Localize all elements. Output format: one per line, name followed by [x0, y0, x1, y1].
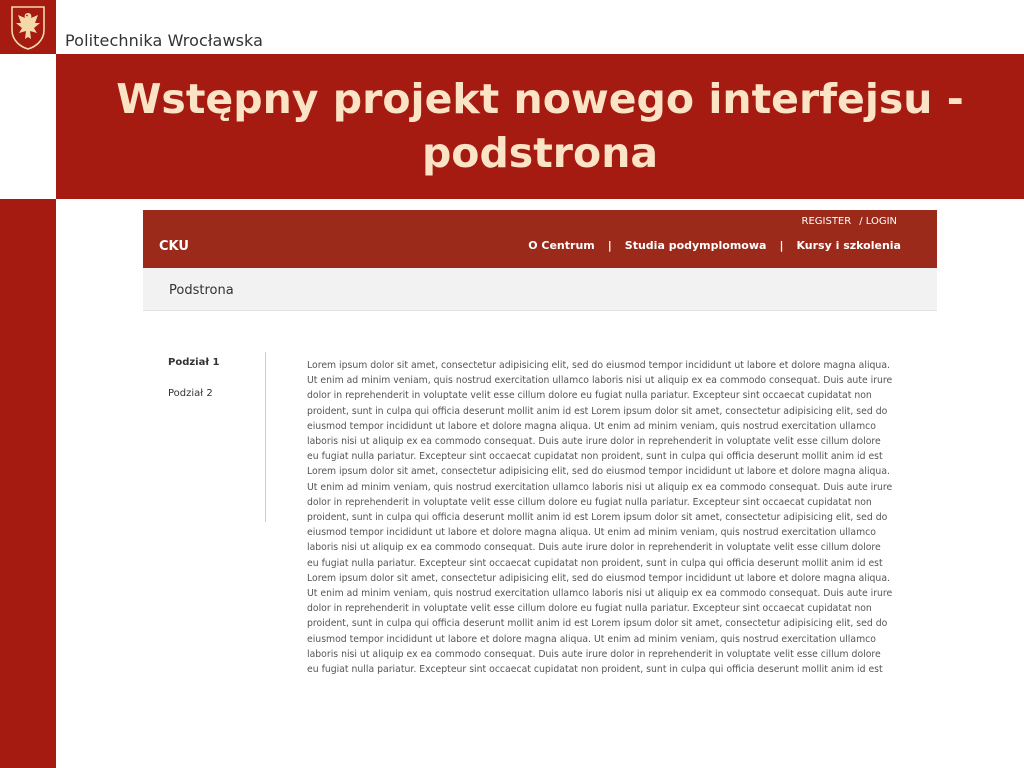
page-title: Podstrona: [169, 283, 234, 298]
register-link[interactable]: REGISTER: [801, 216, 852, 227]
university-logo: [0, 0, 56, 54]
nav-separator: |: [607, 239, 612, 252]
content-body-text: Lorem ipsum dolor sit amet, consectetur adipisicing elit, sed do eiusmod tempor incididunt ut labore et dolore magna aliqua. Ut enim ad minim veniam, quis nostrud exercitation ullamco laboris nisi ut aliquip ex ea commodo consequat. Duis aute irure dolor in reprehenderit in voluptate velit esse cillum dolore eu fugiat nulla pariatur. Excepteur sint occaecat cupidatat non proident, sunt in culpa qui officia deserunt mollit anim id est Lorem ipsum dolor sit amet, consectetur adipisicing elit, sed do eiusmod tempor incididunt ut labore et dolore magna aliqua. Ut enim ad minim veniam, quis nostrud exercitation ullamco laboris nisi ut aliquip ex ea commodo consequat. Duis aute irure dolor in reprehenderit in voluptate velit esse cillum dolore eu fugiat nulla pariatur. Excepteur sint occaecat cupidatat non proident, sunt in culpa qui officia deserunt mollit anim id est Lorem ipsum dolor sit amet, consectetur adipisicing elit, sed do eiusmod tempor incididunt ut labore et dolore magna aliqua. Ut enim ad minim veniam, quis nostrud exercitation ullamco laboris nisi ut aliquip ex ea commodo consequat. Duis aute irure dolor in reprehenderit in voluptate velit esse cillum dolore eu fugiat nulla pariatur. Excepteur sint occaecat cupidatat non proident, sunt in culpa qui officia deserunt mollit anim id est Lorem ipsum dolor sit amet, consectetur adipisicing elit, sed do eiusmod tempor incididunt ut labore et dolore magna aliqua. Ut enim ad minim veniam, quis nostrud exercitation ullamco laboris nisi ut aliquip ex ea commodo consequat. Duis aute irure dolor in reprehenderit in voluptate velit esse cillum dolore eu fugiat nulla pariatur. Excepteur sint occaecat cupidatat non proident, sunt in culpa qui officia deserunt mollit anim id est Lorem ipsum dolor sit amet, consectetur adipisicing elit, sed do eiusmod tempor incididunt ut labore et dolore magna aliqua. Ut enim ad minim veniam, quis nostrud exercitation ullamco laboris nisi ut aliquip ex ea commodo consequat. Duis aute irure dolor in reprehenderit in voluptate velit esse cillum dolore eu fugiat nulla pariatur. Excepteur sint occaecat cupidatat non proident, sunt in culpa qui officia deserunt mollit anim id est Lorem ipsum dolor sit amet, consectetur adipisicing elit, sed do eiusmod tempor incididunt ut labore et dolore magna aliqua. Ut enim ad minim veniam, quis nostrud exercitation ullamco laboris nisi ut aliquip ex ea commodo consequat. Duis aute irure dolor in reprehenderit in voluptate velit esse cillum dolore eu fugiat nulla pariatur. Excepteur sint occaecat cupidatat non proident, sunt in culpa qui officia deserunt mollit anim id est: [307, 360, 893, 676]
login-link[interactable]: / LOGIN: [859, 216, 897, 227]
title-band: [56, 54, 1024, 199]
nav-separator: |: [779, 239, 784, 252]
main-nav: [528, 239, 901, 252]
site-logo-text[interactable]: CKU: [159, 239, 189, 254]
eagle-crest-icon: [8, 4, 48, 50]
nav-item-studia-podyplomowe[interactable]: Studia podymplomowa: [624, 239, 767, 252]
sidebar-item-podzial-1[interactable]: Podział 1: [168, 357, 220, 368]
nav-item-kursy-i-szkolenia[interactable]: Kursy i szkolenia: [796, 239, 901, 252]
page-title-bar: [143, 268, 937, 311]
site-header: [143, 210, 937, 268]
sidebar-item-podzial-2[interactable]: Podział 2: [168, 388, 213, 399]
slide-title: Wstępny projekt nowego interfejsu - podstrona: [116, 75, 964, 177]
nav-item-o-centrum[interactable]: O Centrum: [528, 239, 595, 252]
website-mockup: [143, 210, 937, 730]
sidebar-nav: [143, 352, 266, 522]
left-accent-strip: [0, 199, 56, 768]
auth-links: [802, 216, 904, 227]
university-name: Politechnika Wrocławska: [65, 31, 264, 50]
